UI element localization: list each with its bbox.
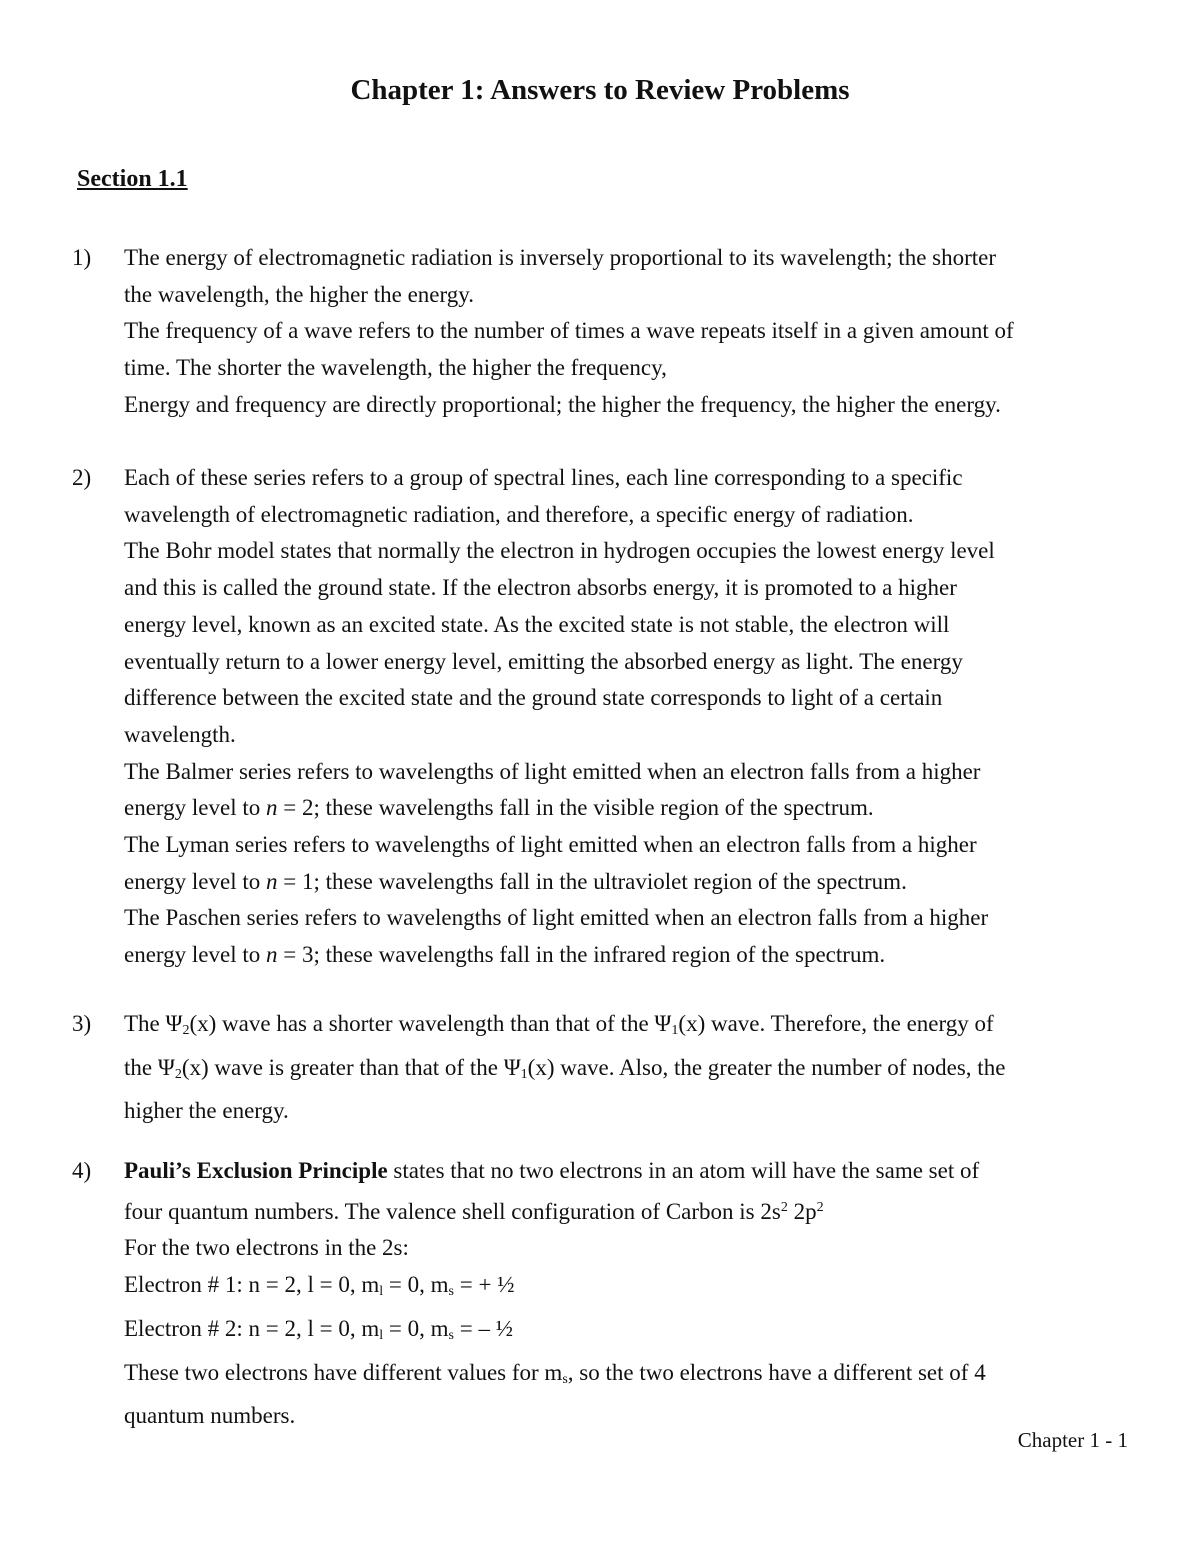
text-line	[124, 607, 995, 644]
answer-number: 3)	[72, 1011, 92, 1036]
text-line	[124, 937, 995, 974]
answer-number: 4)	[72, 1158, 92, 1183]
text-segment: Pauli’s Exclusion Principle	[124, 1158, 388, 1183]
text-segment: The Bohr model states that normally the electron in hydrogen occupies the lowest energy level	[124, 538, 995, 564]
text-segment: Each of these series refers to a group of spectral lines, each line corresponding to a specific	[124, 465, 963, 490]
text-segment: Electron # 2: n = 2, l = 0, m	[124, 1315, 380, 1341]
text-segment: four quantum numbers. The valence shell configuration of Carbon is 2s	[124, 1198, 781, 1224]
text-segment: 2	[780, 1199, 788, 1215]
text-line	[124, 1355, 986, 1399]
text-segment: 2	[816, 1199, 824, 1215]
text-line	[124, 240, 1014, 277]
text-segment: = 0, m	[383, 1272, 449, 1298]
text-segment: states that no two electrons in an atom will have the same set of	[387, 1158, 980, 1183]
text-line	[124, 1050, 1005, 1094]
text-segment: (x) wave. Also, the greater the number of nodes, the	[527, 1054, 1006, 1080]
page-title: Chapter 1: Answers to Review Problems	[350, 74, 850, 106]
text-segment: s	[562, 1371, 568, 1387]
text-line	[124, 754, 995, 791]
text-segment: The frequency of a wave refers to the number of times a wave repeats itself in a given amount of	[124, 318, 1014, 344]
text-line	[124, 790, 995, 827]
text-segment: (x) wave is greater than that of the Ψ	[181, 1054, 521, 1080]
text-segment: 1	[520, 1066, 528, 1082]
text-line	[124, 460, 995, 497]
answer-text	[124, 240, 1014, 424]
text-segment: s	[448, 1284, 454, 1300]
text-segment: energy level to	[124, 942, 266, 968]
section-heading: Section 1.1	[77, 166, 188, 192]
text-line	[124, 497, 995, 534]
answer-text	[124, 1153, 986, 1435]
text-segment: 2p	[787, 1198, 817, 1224]
text-segment: Electron # 1: n = 2, l = 0, m	[124, 1272, 380, 1298]
text-segment: = 0, m	[383, 1315, 449, 1341]
text-segment: l	[379, 1284, 384, 1300]
text-segment: The Lyman series refers to wavelengths of light emitted when an electron falls from a higher	[124, 832, 977, 858]
text-segment: Energy and frequency are directly proportional; the higher the frequency, the higher the energy.	[124, 391, 1001, 417]
text-line	[124, 1267, 986, 1311]
text-segment: For the two electrons in the 2s:	[124, 1235, 409, 1261]
text-segment: quantum numbers.	[124, 1403, 296, 1429]
text-segment: and this is called the ground state. If the electron absorbs energy, it is promoted to a higher	[124, 575, 957, 601]
text-segment: energy level to	[124, 795, 266, 821]
text-line	[124, 1398, 986, 1435]
text-segment: wavelength.	[124, 721, 236, 747]
text-line	[124, 350, 1014, 387]
text-line	[124, 864, 995, 901]
text-segment: energy level, known as an excited state. As the excited state is not stable, the electron will	[124, 611, 950, 637]
text-segment: time. The shorter the wavelength, the higher the frequency,	[124, 355, 667, 381]
text-line	[124, 1093, 1005, 1130]
text-line	[124, 827, 995, 864]
text-segment: difference between the excited state and the ground state corresponds to light of a certain	[124, 685, 943, 711]
text-segment: l	[379, 1327, 384, 1343]
text-segment: = 3; these wavelengths fall in the infrared region of the spectrum.	[277, 942, 886, 968]
text-segment: The energy of electromagnetic radiation is inversely proportional to its wavelength; the shorter	[124, 245, 997, 270]
text-line	[124, 900, 995, 937]
text-line	[124, 1311, 986, 1355]
text-segment: 1	[671, 1023, 679, 1038]
text-line	[124, 717, 995, 754]
text-segment: = + ½	[454, 1272, 515, 1298]
text-line	[124, 1006, 1005, 1050]
text-line	[124, 387, 1014, 424]
text-segment: higher the energy.	[124, 1098, 289, 1124]
text-segment: (x) wave. Therefore, the energy of	[678, 1011, 994, 1036]
text-segment: , so the two electrons have a different set of 4	[567, 1359, 986, 1385]
text-segment: s	[448, 1327, 454, 1343]
text-segment: = 2; these wavelengths fall in the visible region of the spectrum.	[277, 795, 874, 821]
answer-text	[124, 460, 995, 974]
text-segment: n	[266, 942, 278, 968]
text-line	[124, 1190, 986, 1231]
text-line	[124, 533, 995, 570]
text-segment: n	[266, 795, 278, 821]
text-segment: 2	[174, 1066, 182, 1082]
text-segment: = 1; these wavelengths fall in the ultraviolet region of the spectrum.	[277, 868, 907, 894]
text-line	[124, 644, 995, 681]
text-line	[124, 680, 995, 717]
text-segment: 2	[182, 1023, 190, 1038]
text-segment: eventually return to a lower energy level, emitting the absorbed energy as light. The energy	[124, 648, 963, 674]
text-segment: the Ψ	[124, 1054, 175, 1080]
text-segment: = – ½	[454, 1315, 513, 1341]
text-segment: The Paschen series refers to wavelengths of light emitted when an electron falls from a higher	[124, 905, 989, 931]
answer-number: 2)	[72, 465, 92, 490]
text-segment: wavelength of electromagnetic radiation, and therefore, a specific energy of radiation.	[124, 501, 914, 527]
text-segment: the wavelength, the higher the energy.	[124, 281, 474, 307]
text-segment: The Ψ	[124, 1011, 183, 1036]
answer-text	[124, 1006, 1005, 1130]
text-segment: (x) wave has a shorter wavelength than that of the Ψ	[189, 1011, 672, 1036]
answer-number: 1)	[72, 245, 92, 270]
text-line	[124, 1153, 986, 1190]
text-line	[124, 277, 1014, 314]
text-segment: The Balmer series refers to wavelengths of light emitted when an electron falls from a higher	[124, 758, 981, 784]
text-segment: energy level to	[124, 868, 266, 894]
text-segment: n	[266, 868, 278, 894]
text-line	[124, 1230, 986, 1267]
text-line	[124, 570, 995, 607]
text-line	[124, 313, 1014, 350]
page-footer: Chapter 1 - 1	[1017, 1428, 1128, 1452]
text-segment: These two electrons have different values for m	[124, 1359, 563, 1385]
